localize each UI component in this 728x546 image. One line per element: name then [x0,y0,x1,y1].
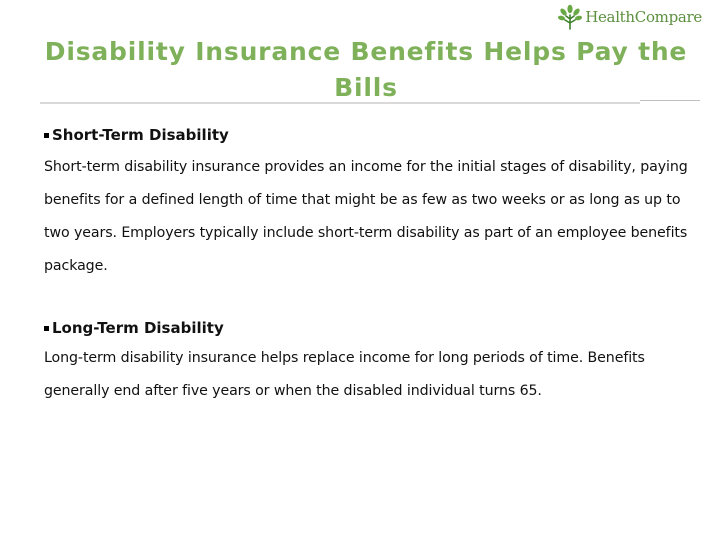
square-bullet-icon [44,133,49,138]
title-divider-accent [640,100,700,101]
brand-logo [558,4,702,30]
section-heading [44,318,694,338]
section-heading [44,125,694,145]
section-long-term [44,318,694,408]
square-bullet-icon [44,326,49,331]
brand-name: HealthCompare [585,8,702,26]
slide-content [44,125,694,408]
title-divider [40,102,640,104]
tree-icon [558,4,582,30]
section-heading-text: Short-Term Disability [52,126,229,144]
slide-title: Disability Insurance Benefits Helps Pay the Bills [44,37,688,102]
section-short-term [44,125,694,283]
section-heading-text: Long-Term Disability [52,319,224,337]
section-body: Short-term disability insurance provides an income for the initial stages of disability, paying benefits for a defined length of time that might be as few as two weeks or as long as up to two years. Employers typically include short-term disability as part of an employee benefits package. [44,159,688,274]
section-body: Long-term disability insurance helps replace income for long periods of time. Benefits generally end after five years or when the disabled individual turns 65. [44,350,645,399]
